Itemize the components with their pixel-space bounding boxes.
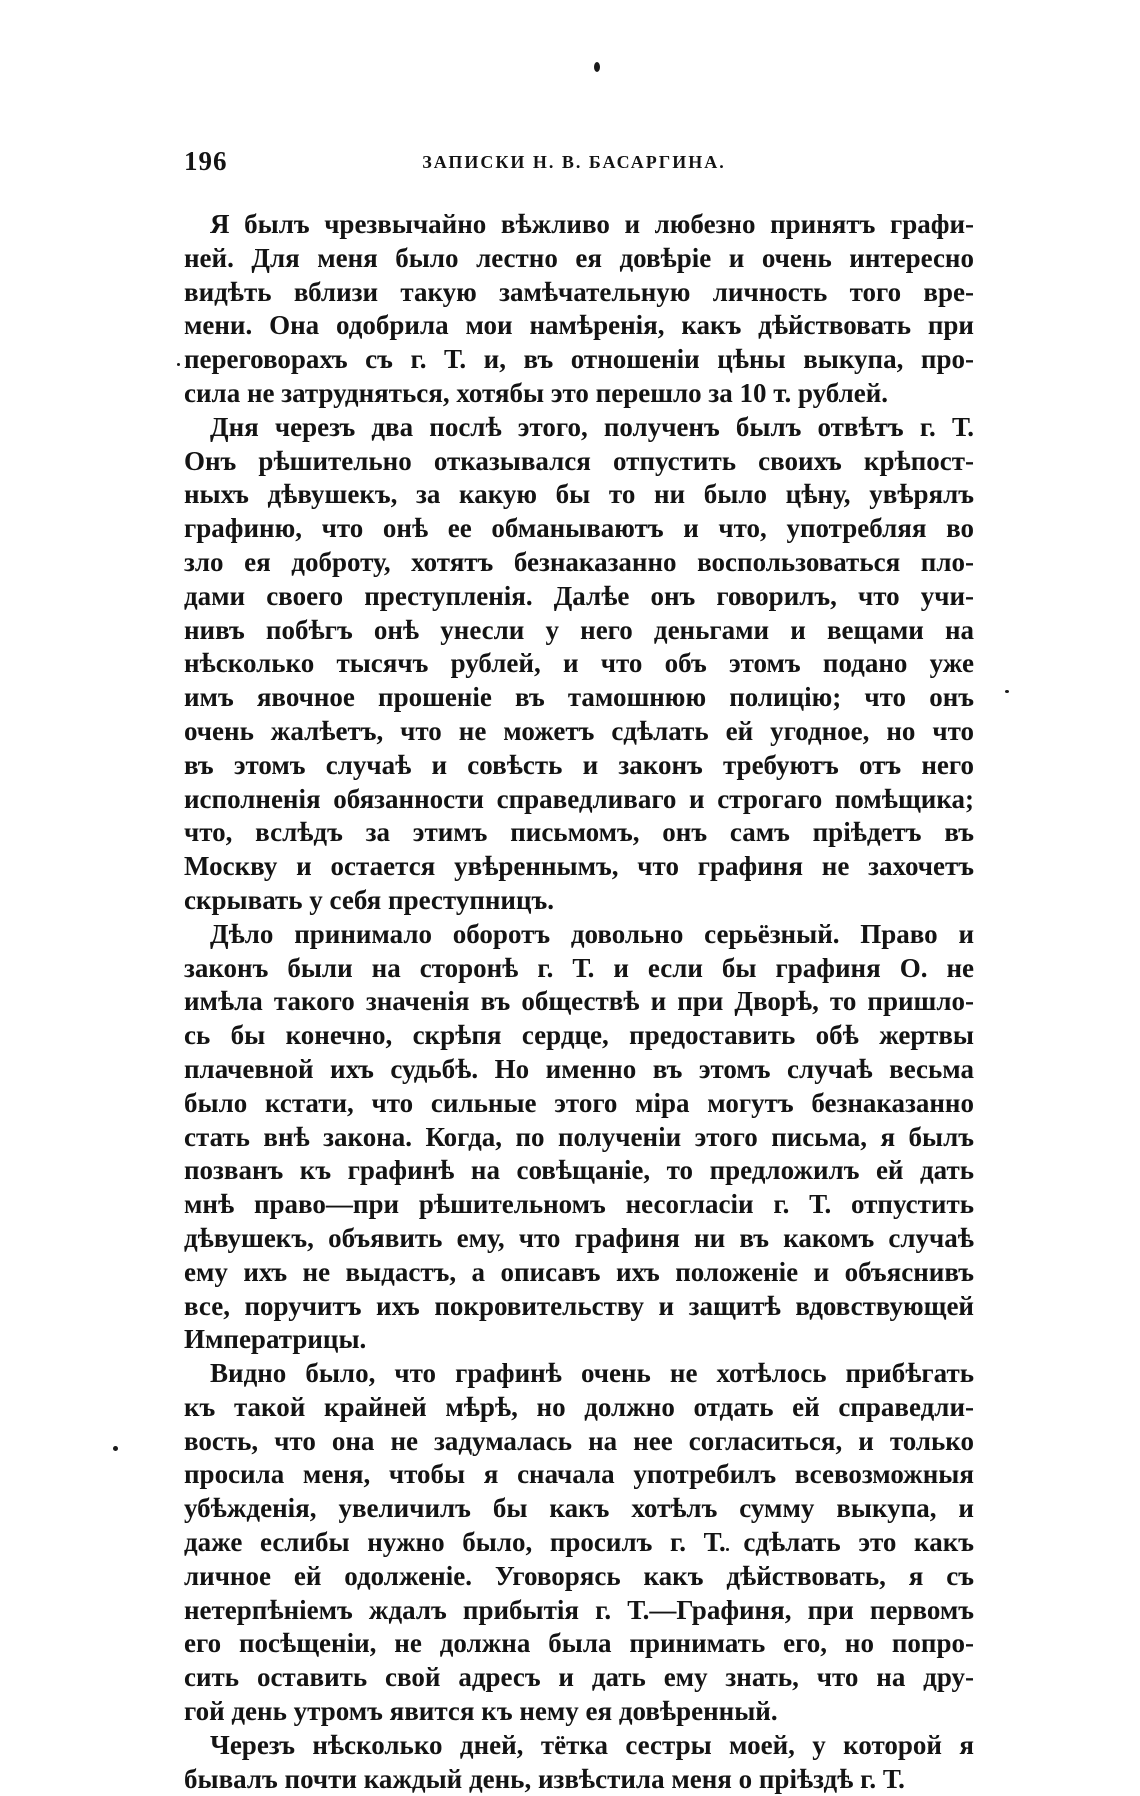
text-line: очень жалѣетъ, что не можетъ сдѣлать ей угодное, но что	[184, 715, 974, 746]
text-line: сить оставить свой адресъ и дать ему знать, что на дру-	[184, 1662, 974, 1693]
text-line: плачевной ихъ судьбѣ. Но именно въ этомъ случаѣ весьма	[184, 1053, 974, 1084]
text-line: въ этомъ случаѣ и совѣсть и законъ требуютъ отъ него	[184, 749, 974, 780]
text-line: исполненія обязанности справедливаго и строгаго помѣщика;	[184, 783, 974, 814]
text-line: ему ихъ не выдастъ, а описавъ ихъ положеніе и объяснивъ	[184, 1256, 974, 1287]
text-line: къ такой крайней мѣрѣ, но должно отдать ей справедли-	[184, 1391, 974, 1422]
ink-speck-top	[594, 62, 600, 72]
text-line: бывалъ почти каждый день, извѣстила меня о пріѣздѣ г. Т.	[184, 1763, 905, 1794]
text-line: законъ были на сторонѣ г. Т. и если бы графиня О. не	[184, 952, 974, 983]
text-line: нивъ побѣгъ онѣ унесли у него деньгами и вещами на	[184, 614, 974, 645]
paragraph	[184, 411, 974, 918]
text-line: было кстати, что сильные этого міра могутъ безнаказанно	[184, 1087, 974, 1118]
paragraph	[184, 1729, 974, 1796]
text-line: мени. Она одобрила мои намѣренія, какъ дѣйствовать при	[184, 310, 974, 341]
text-line: Онъ рѣшительно отказывался отпустить своихъ крѣпост-	[184, 445, 974, 476]
text-line: нетерпѣніемъ ждалъ прибытія г. Т.—Графиня, при первомъ	[184, 1594, 974, 1625]
text-line: имѣла такого значенія въ обществѣ и при Дворѣ, то пришло-	[184, 986, 974, 1017]
ink-speck-bullet	[113, 1446, 118, 1451]
text-line: Черезъ нѣсколько дней, тётка сестры моей, у которой я	[210, 1729, 974, 1760]
text-line: сила не затрудняться, хотябы это перешло за 10 т. рублей.	[184, 377, 889, 408]
text-line: убѣжденія, увеличилъ бы какъ хотѣлъ сумму выкупа, и	[184, 1493, 974, 1524]
text-line: Я былъ чрезвычайно вѣжливо и любезно принятъ графи-	[210, 209, 974, 239]
text-line: Дѣло принимало оборотъ довольно серьёзный. Право и	[210, 918, 974, 949]
page-header	[184, 146, 964, 186]
page-number: 196	[184, 146, 228, 176]
text-line: Императрицы.	[184, 1324, 367, 1355]
text-line: переговорахъ съ г. Т. и, въ отношеніи цѣны выкупа, про-	[184, 344, 974, 375]
text-line: что, вслѣдъ за этимъ письмомъ, онъ самъ пріѣдетъ въ	[184, 817, 974, 848]
ink-speck-margin-right	[1005, 690, 1009, 693]
text-line: личное ей одолженіе. Уговорясь какъ дѣйствовать, я съ	[184, 1560, 974, 1591]
text-line: Москву и остается увѣреннымъ, что графиня не захочетъ	[184, 851, 974, 882]
text-line: дѣвушекъ, объявить ему, что графиня ни въ какомъ случаѣ	[184, 1222, 974, 1253]
text-line: вость, что она не задумалась на нее согласиться, и только	[184, 1425, 974, 1456]
text-line: его посѣщеніи, не должна была принимать его, но попро-	[184, 1628, 974, 1659]
text-line: Видно было, что графинѣ очень не хотѣлось прибѣгать	[210, 1358, 974, 1389]
paragraph	[184, 208, 974, 411]
text-line: имъ явочное прошеніе въ тамошнюю полицію; что онъ	[184, 682, 974, 713]
running-title: ЗАПИСКИ Н. В. БАСАРГИНА.	[422, 152, 726, 172]
text-line: гой день утромъ явится къ нему ея довѣренный.	[184, 1696, 778, 1727]
text-line: ней. Для меня было лестно ея довѣріе и очень интересно	[184, 242, 974, 273]
text-line: даже еслибы нужно было, просилъ г. Т. сдѣлать это какъ	[184, 1527, 974, 1558]
paragraph	[184, 918, 974, 1357]
text-line: ныхъ дѣвушекъ, за какую бы то ни было цѣну, увѣрялъ	[184, 479, 974, 510]
text-line: зло ея доброту, хотятъ безнаказанно воспользоваться пло-	[184, 546, 974, 577]
text-line: просила меня, чтобы я сначала употребилъ всевозможныя	[184, 1459, 974, 1490]
text-line: видѣть вблизи такую замѣчательную личность того вре-	[184, 276, 974, 307]
ink-speck-margin-left	[177, 363, 180, 366]
text-line: дами своего преступленія. Далѣе онъ говорилъ, что учи-	[184, 580, 974, 611]
text-line: стать внѣ закона. Когда, по полученіи этого письма, я былъ	[184, 1121, 974, 1152]
text-line: сь бы конечно, скрѣпя сердце, предоставить обѣ жертвы	[184, 1020, 974, 1051]
text-line: позванъ къ графинѣ на совѣщаніе, то предложилъ ей дать	[184, 1155, 974, 1186]
text-line: скрывать у себя преступницъ.	[184, 884, 555, 915]
text-line: нѣсколько тысячъ рублей, и что объ этомъ подано уже	[184, 648, 974, 679]
paragraph	[184, 1357, 974, 1729]
text-line: Дня черезъ два послѣ этого, полученъ былъ отвѣтъ г. Т.	[210, 411, 974, 442]
body-text	[184, 208, 974, 1796]
text-line: все, поручитъ ихъ покровительству и защитѣ вдовствующей	[184, 1290, 974, 1321]
text-line: графиню, что онѣ ее обманываютъ и что, употребляя во	[184, 513, 974, 544]
text-line: мнѣ право—при рѣшительномъ несогласіи г. Т. отпустить	[184, 1189, 974, 1220]
